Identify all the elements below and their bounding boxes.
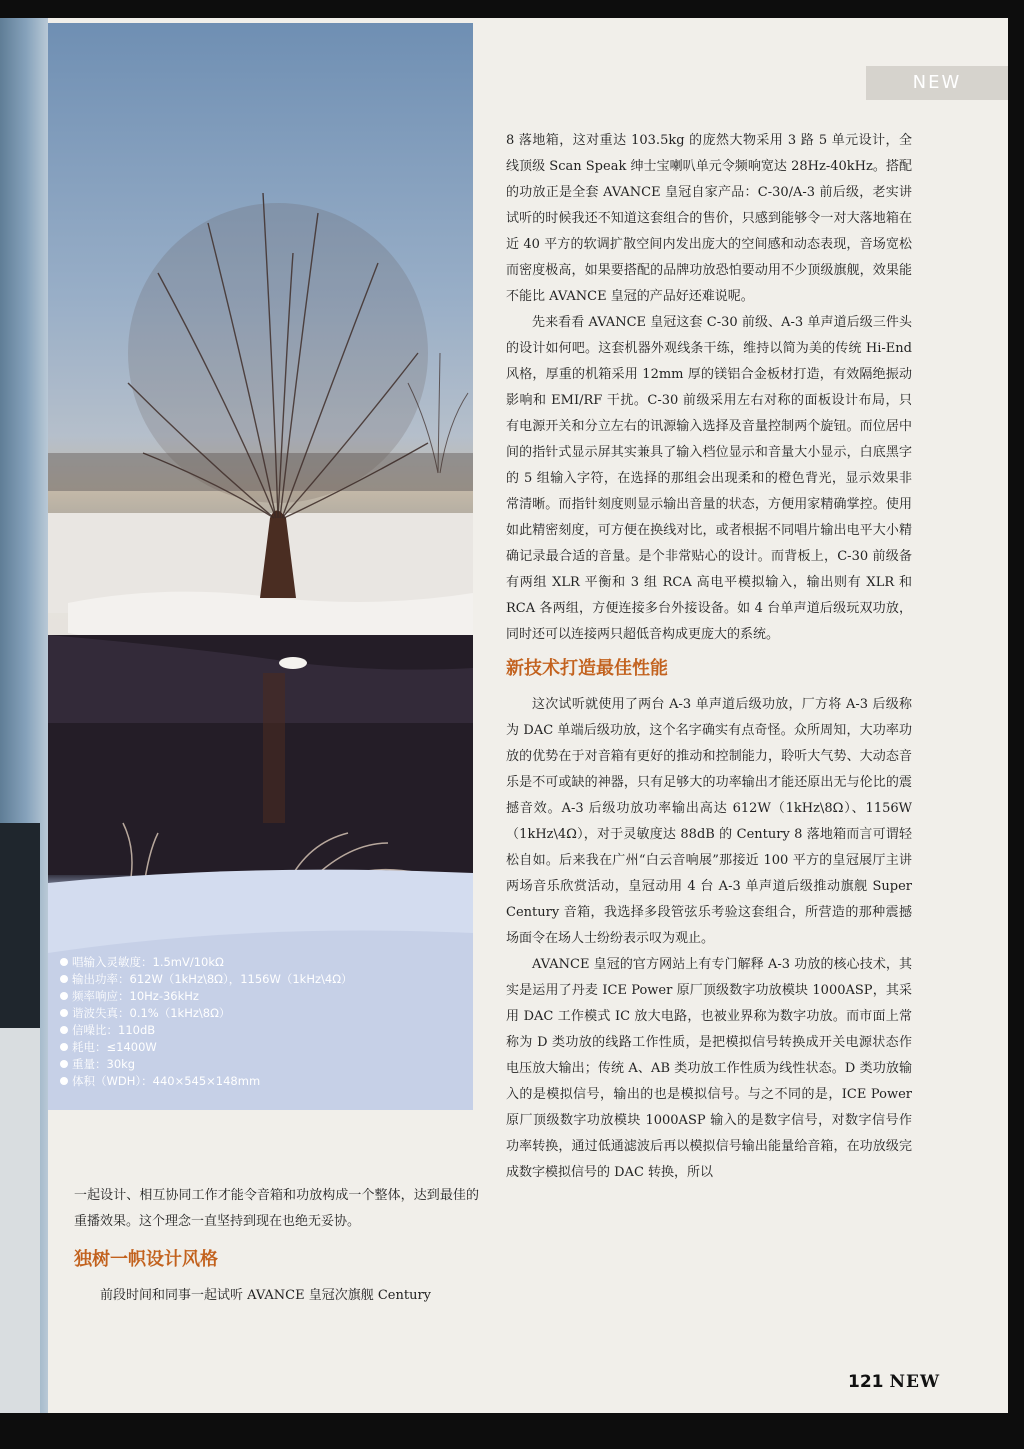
- magazine-page: [0, 18, 1008, 1413]
- paragraph: 8 落地箱，这对重达 103.5kg 的庞然大物采用 3 路 5 单元设计，全线顶级 Scan Speak 绅士宝喇叭单元令频响宽达 28Hz-40kHz。搭配的功放正是全套 AVANCE 皇冠自家产品：C-30/A-3 前后级，老实讲试听的时候我还不知道这套组合的售价，只感到能够令一对大落地箱在近 40 平方的软调扩散空间内发出庞大的空间感和动态表现，音场宽松而密度极高，如果要搭配的品牌功放恐怕要动用不少顶级旗舰，效果能不能比 AVANCE 皇冠的产品好还难说呢。: [506, 133, 912, 304]
- bullet-icon: [60, 975, 68, 983]
- paragraph: 这次试听就使用了两台 A-3 单声道后级功放，厂方将 A-3 后级称为 DAC 单端后级功放，这个名字确实有点奇怪。众所周知，大功率功放的优势在于对音箱有更好的推动和控制能力，聆听大气势、大动态音乐是不可或缺的神器，只有足够大的功率输出才能还原出无与伦比的震撼音效。A-3 后级功放功率输出高达 612W（1kHz\8Ω）、1156W（1kHz\4Ω），对于灵敏度达 88dB 的 Century 8 落地箱而言可谓轻松自如。后来我在广州“白云音响展”那接近 100 平方的皇冠展厅主讲两场音乐欣赏活动，皇冠动用 4 台 A-3 单声道后级推动旗舰 Super Century 音箱，我选择多段管弦乐考验这套组合，所营造的那种震撼场面令在场人士纷纷表示叹为观止。: [506, 697, 912, 946]
- bullet-icon: [60, 958, 68, 966]
- section-tab: NEW: [866, 66, 1008, 100]
- winter-tree-photo: [48, 23, 473, 1110]
- right-text-column: [506, 128, 912, 1186]
- left-text-column: [74, 1183, 479, 1309]
- magazine-logo: NEW: [889, 1372, 941, 1392]
- spec-item: 谐波失真：0.1%（1kHz\8Ω）: [60, 1005, 460, 1022]
- spec-item: 频率响应：10Hz-36kHz: [60, 988, 460, 1005]
- paragraph: 一起设计、相互协同工作才能令音箱和功放构成一个整体，达到最佳的重播效果。这个理念一直坚持到现在也绝无妥协。: [74, 1188, 479, 1229]
- paragraph: 前段时间和同事一起试听 AVANCE 皇冠次旗舰 Century: [100, 1288, 432, 1303]
- spec-item: 信噪比：110dB: [60, 1022, 460, 1039]
- section-heading: 新技术打造最佳性能: [506, 658, 668, 679]
- spec-item: 耗电：≤1400W: [60, 1039, 460, 1056]
- bullet-icon: [60, 1060, 68, 1068]
- paragraph: 先来看看 AVANCE 皇冠这套 C-30 前级、A-3 单声道后级三件头的设计如何吧。这套机器外观线条干练，维持以简为美的传统 Hi-End 风格，厚重的机箱采用 12mm 厚的镁铝合金板材打造，有效隔绝振动影响和 EMI/RF 干扰。C-30 前级采用左右对称的面板设计布局，只有电源开关和分立左右的讯源输入选择及音量控制两个旋钮。而位居中间的指针式显示屏其实兼具了输入档位显示和音量大小显示，白底黑字的 5 组输入字符，在选择的那组会出现柔和的橙色背光，显示效果非常清晰。而指针刻度则显示输出音量的状态，方便用家精确掌控。使用如此精密刻度，可方便在换线对比，或者根据不同唱片输出电平大小精确记录最合适的音量。是个非常贴心的设计。而背板上，C-30 前级备有两组 XLR 平衡和 3 组 RCA 高电平模拟输入，输出则有 XLR 和 RCA 各两组，方便连接多台外接设备。如 4 台单声道后级玩双功放，同时还可以连接两只超低音构成更庞大的系统。: [506, 315, 912, 642]
- page-number: 121: [848, 1372, 884, 1392]
- previous-page-light-block: [0, 1028, 40, 1413]
- spec-list: [60, 954, 460, 1090]
- section-heading: 独树一帜设计风格: [74, 1249, 218, 1270]
- bullet-icon: [60, 1043, 68, 1051]
- spec-item: 输出功率：612W（1kHz\8Ω），1156W（1kHz\4Ω）: [60, 971, 460, 988]
- previous-page-edge: [0, 18, 48, 1413]
- spec-item: 体积（WDH）：440×545×148mm: [60, 1073, 460, 1090]
- previous-page-dark-block: [0, 823, 40, 1028]
- bullet-icon: [60, 1077, 68, 1085]
- page-footer: [848, 1372, 940, 1392]
- bullet-icon: [60, 992, 68, 1000]
- paragraph: AVANCE 皇冠的官方网站上有专门解释 A-3 功放的核心技术，其实是运用了丹麦 ICE Power 原厂顶级数字功放模块 1000ASP，其采用 DAC 工作模式 IC 放大电路，也被业界称为数字功放。而市面上常称为 D 类功放的线路工作性质，是把模拟信号转换成开关电源状态作电压放大输出；传统 A、AB 类功放工作性质为线性状态。D 类功放输入的是模拟信号，输出的也是模拟信号。与之不同的是，ICE Power 原厂顶级数字功放模块 1000ASP 输入的是数字信号，对数字信号作功率转换，通过低通滤波后再以模拟信号输出能量给音箱，在功放级完成数字模拟信号的 DAC 转换，所以: [506, 957, 912, 1180]
- bullet-icon: [60, 1009, 68, 1017]
- spec-item: 重量：30kg: [60, 1056, 460, 1073]
- spec-item: 唱输入灵敏度：1.5mV/10kΩ: [60, 954, 460, 971]
- photo-illustration: [48, 23, 473, 1110]
- bullet-icon: [60, 1026, 68, 1034]
